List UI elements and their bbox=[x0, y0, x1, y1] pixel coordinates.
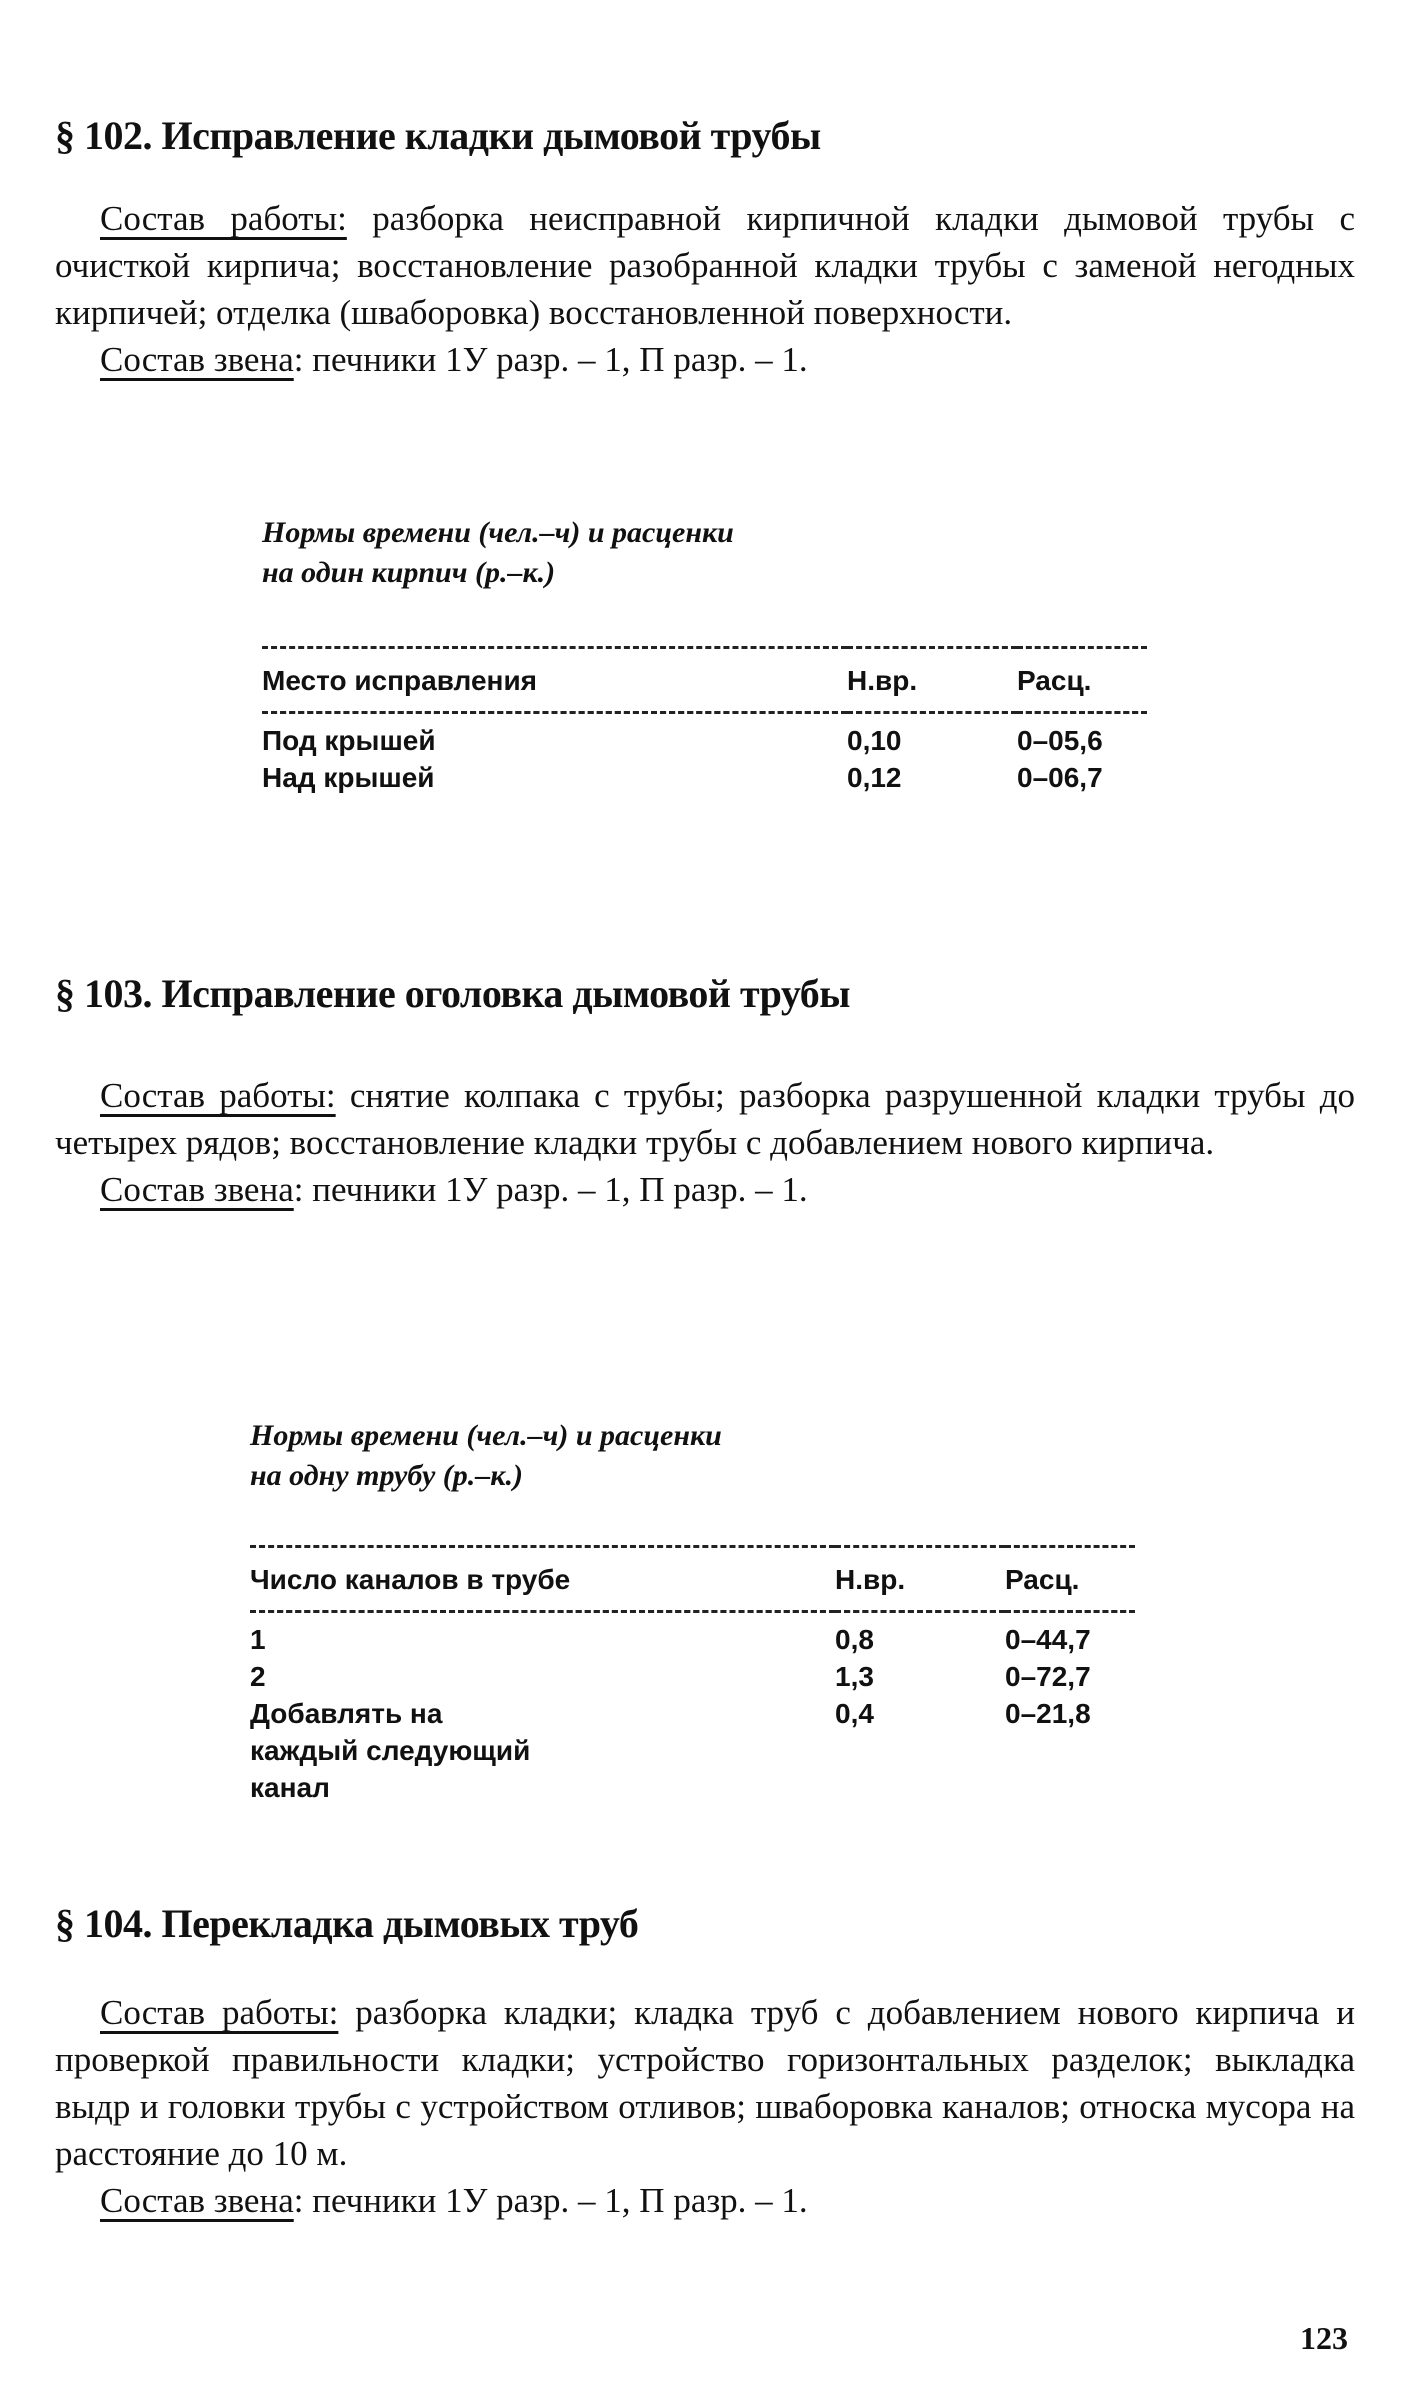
column-header-location: Место исправления bbox=[262, 648, 847, 713]
section-103-title: § 103. Исправление оголовка дымовой трубы bbox=[55, 971, 851, 1016]
section-103-crew-composition bbox=[55, 1166, 1355, 1213]
column-header-norm-time: Н.вр. bbox=[835, 1547, 1005, 1612]
cell-rate: 0–06,7 bbox=[1017, 762, 1103, 793]
cell-norm-time: 0,4 bbox=[835, 1698, 874, 1729]
cell-channels: Добавлять на каждый следующий канал bbox=[250, 1698, 531, 1803]
section-102-crew-composition bbox=[55, 336, 1355, 383]
table-row bbox=[250, 1658, 1135, 1695]
work-composition-text: разборка кладки; кладка труб с добавлением нового кирпича и проверкой правильности кладки; устройство горизонтальных разделок; выкладка выдр и головки трубы с устройством отливов; шваборовка каналов; относка мусора на расстояние до 10 м. bbox=[55, 1993, 1355, 2173]
column-header-channels: Число каналов в трубе bbox=[250, 1547, 835, 1612]
cell-norm-time: 0,10 bbox=[847, 725, 902, 756]
cell-norm-time: 1,3 bbox=[835, 1661, 874, 1692]
work-composition-text: снятие колпака с трубы; разборка разрушенной кладки трубы до четырех рядов; восстановление кладки трубы с добавлением нового кирпича. bbox=[55, 1076, 1355, 1162]
table-row bbox=[250, 1612, 1135, 1659]
table-row bbox=[262, 713, 1147, 760]
cell-rate: 0–44,7 bbox=[1005, 1624, 1091, 1655]
section-104 bbox=[55, 1900, 1355, 2224]
work-composition-text: разборка неисправной кирпичной кладки дымовой трубы с очисткой кирпича; восстановление разобранной кладки трубы с заменой негодных кирпичей; отделка (шваборовка) восстановленной поверхности. bbox=[55, 199, 1355, 332]
work-composition-label: Состав работы: bbox=[100, 199, 347, 238]
crew-composition-text: : печники 1У разр. – 1, П разр. – 1. bbox=[293, 340, 808, 379]
caption-line-1: Нормы времени (чел.–ч) и расценки bbox=[262, 516, 734, 549]
section-102-work-composition bbox=[55, 195, 1355, 336]
cell-location: Под крышей bbox=[262, 725, 436, 756]
section-103-norms-table bbox=[250, 1545, 1135, 1806]
cell-channels: 1 bbox=[250, 1624, 266, 1655]
cell-rate: 0–05,6 bbox=[1017, 725, 1103, 756]
table-header-row bbox=[250, 1547, 1135, 1612]
cell-channels: 2 bbox=[250, 1661, 266, 1692]
section-102 bbox=[55, 112, 1355, 383]
cell-location: Над крышей bbox=[262, 762, 435, 793]
section-104-title: § 104. Перекладка дымовых труб bbox=[55, 1901, 639, 1946]
caption-line-2: на одну трубу (р.–к.) bbox=[250, 1459, 523, 1492]
column-header-norm-time: Н.вр. bbox=[847, 648, 1017, 713]
section-102-norms-table bbox=[262, 646, 1147, 796]
caption-line-2: на один кирпич (р.–к.) bbox=[262, 556, 556, 589]
column-header-rate: Расц. bbox=[1005, 1547, 1135, 1612]
crew-composition-label: Состав звена bbox=[100, 2181, 294, 2220]
cell-rate: 0–72,7 bbox=[1005, 1661, 1091, 1692]
section-104-work-composition bbox=[55, 1989, 1355, 2177]
cell-norm-time: 0,8 bbox=[835, 1624, 874, 1655]
section-102-table-caption bbox=[262, 513, 734, 593]
cell-rate: 0–21,8 bbox=[1005, 1698, 1091, 1729]
crew-composition-text: : печники 1У разр. – 1, П разр. – 1. bbox=[293, 1170, 808, 1209]
crew-composition-label: Состав звена bbox=[100, 340, 294, 379]
section-102-title: § 102. Исправление кладки дымовой трубы bbox=[55, 113, 821, 158]
cell-norm-time: 0,12 bbox=[847, 762, 902, 793]
page-number: 123 bbox=[1300, 2320, 1348, 2356]
crew-composition-text: : печники 1У разр. – 1, П разр. – 1. bbox=[293, 2181, 808, 2220]
section-104-crew-composition bbox=[55, 2177, 1355, 2224]
caption-line-1: Нормы времени (чел.–ч) и расценки bbox=[250, 1419, 722, 1452]
work-composition-label: Состав работы: bbox=[100, 1993, 339, 2032]
column-header-rate: Расц. bbox=[1017, 648, 1147, 713]
section-103-work-composition bbox=[55, 1072, 1355, 1166]
table-row bbox=[250, 1695, 1135, 1806]
section-103 bbox=[55, 970, 1355, 1213]
table-row bbox=[262, 759, 1147, 796]
crew-composition-label: Состав звена bbox=[100, 1170, 294, 1209]
work-composition-label: Состав работы: bbox=[100, 1076, 336, 1115]
table-header-row bbox=[262, 648, 1147, 713]
section-103-table-caption bbox=[250, 1416, 722, 1496]
